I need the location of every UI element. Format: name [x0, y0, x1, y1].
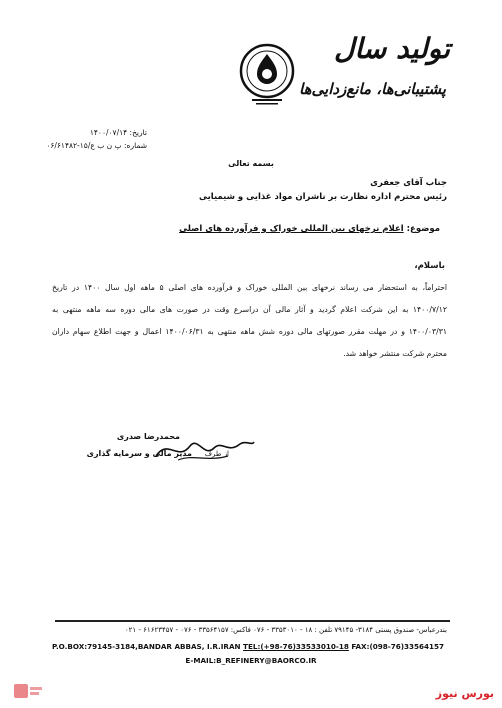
body-line: احتراماً، به استحضار می رساند نرخهای بین المللی خوراک و فرآورده های اصلی ۵ ماهه اول سال ۱۴۰۰ در تاریخ: [52, 283, 447, 292]
body-line: ۱۴۰۰/۰۳/۳۱ و در مهلت مقرر صورتهای مالی دوره شش ماهه منتهی به ۱۴۰۰/۰۶/۳۱ اعمال و جهت اطلاع سهام داران: [52, 327, 447, 336]
letter-number: [46, 141, 147, 150]
footer-email: E-MAIL:B_REFINERY@BAORCO.IR: [185, 656, 317, 665]
on-behalf-label: از طرف: [204, 450, 229, 458]
site-logo: بورس نیوز: [435, 687, 494, 700]
footer-address-en: [52, 642, 444, 651]
handwritten-signature-icon: [148, 428, 258, 468]
footer-tel: TEL:(+98-76)33533010-18: [243, 642, 349, 651]
salutation: باسلام،: [414, 261, 445, 271]
subject-line: [179, 224, 440, 234]
subject-text: اعلام نرخهای بین المللی خوراک و فرآورده های اصلی: [179, 224, 404, 234]
signatory-name: محمدرضا صدری: [116, 432, 180, 441]
watermark-logo-icon: [8, 678, 48, 704]
date-value: ۱۴۰۰/۰۷/۱۴: [89, 128, 128, 137]
footer-address-prefix: P.O.BOX:79145-3184,BANDAR ABBAS, I.R.IRAN: [52, 642, 244, 651]
footer-fax: FAX:(098-76)33564157: [348, 642, 445, 651]
body-line: ۱۴۰۰/۷/۱۲ به این شرکت اعلام گردید و آثار مالی آن دراسرع وقت در صورت های مالی دوره سه ماهه منتهی به: [52, 305, 447, 314]
recipient-name: جناب آقای جعفری: [370, 178, 447, 188]
number-label: شماره:: [124, 141, 147, 150]
letter-date: [90, 128, 147, 137]
invocation: بسمه تعالی: [228, 159, 274, 168]
signatory-title-line: [87, 449, 229, 458]
subject-label: موضوع:: [406, 224, 440, 234]
date-label: تاریخ:: [129, 128, 147, 137]
signatory-title: مدیر مالی و سرمایه گذاری: [86, 449, 192, 458]
footer-divider: [55, 620, 450, 622]
slogan-sub: پشتیبانی‌ها، مانع‌زدایی‌ها: [299, 80, 446, 98]
footer-address-fa: بندرعباس- صندوق پستی ۳۱۸۴- ۷۹۱۴۵ تلفن : ۱۸ - ۳۳۵۳۰۱۰ - ۰۷۶ فاکس: ۳۳۵۶۴۱۵۷ - ۰۷۶ - ۶۱۶۲۳۴۵۷ - ۰۲۱: [124, 626, 447, 634]
recipient-title: رئیس محترم اداره نظارت بر ناشران مواد غذایی و شیمیایی: [198, 192, 447, 202]
slogan: [290, 20, 450, 115]
company-logo-icon: [238, 42, 296, 108]
slogan-main: تولید سال: [333, 32, 450, 65]
body-line: محترم شرکت منتشر خواهد شد.: [343, 349, 447, 358]
number-value: پ ن ب ع/۱۵-۰۶/۶۱۴۸۲: [46, 141, 122, 150]
